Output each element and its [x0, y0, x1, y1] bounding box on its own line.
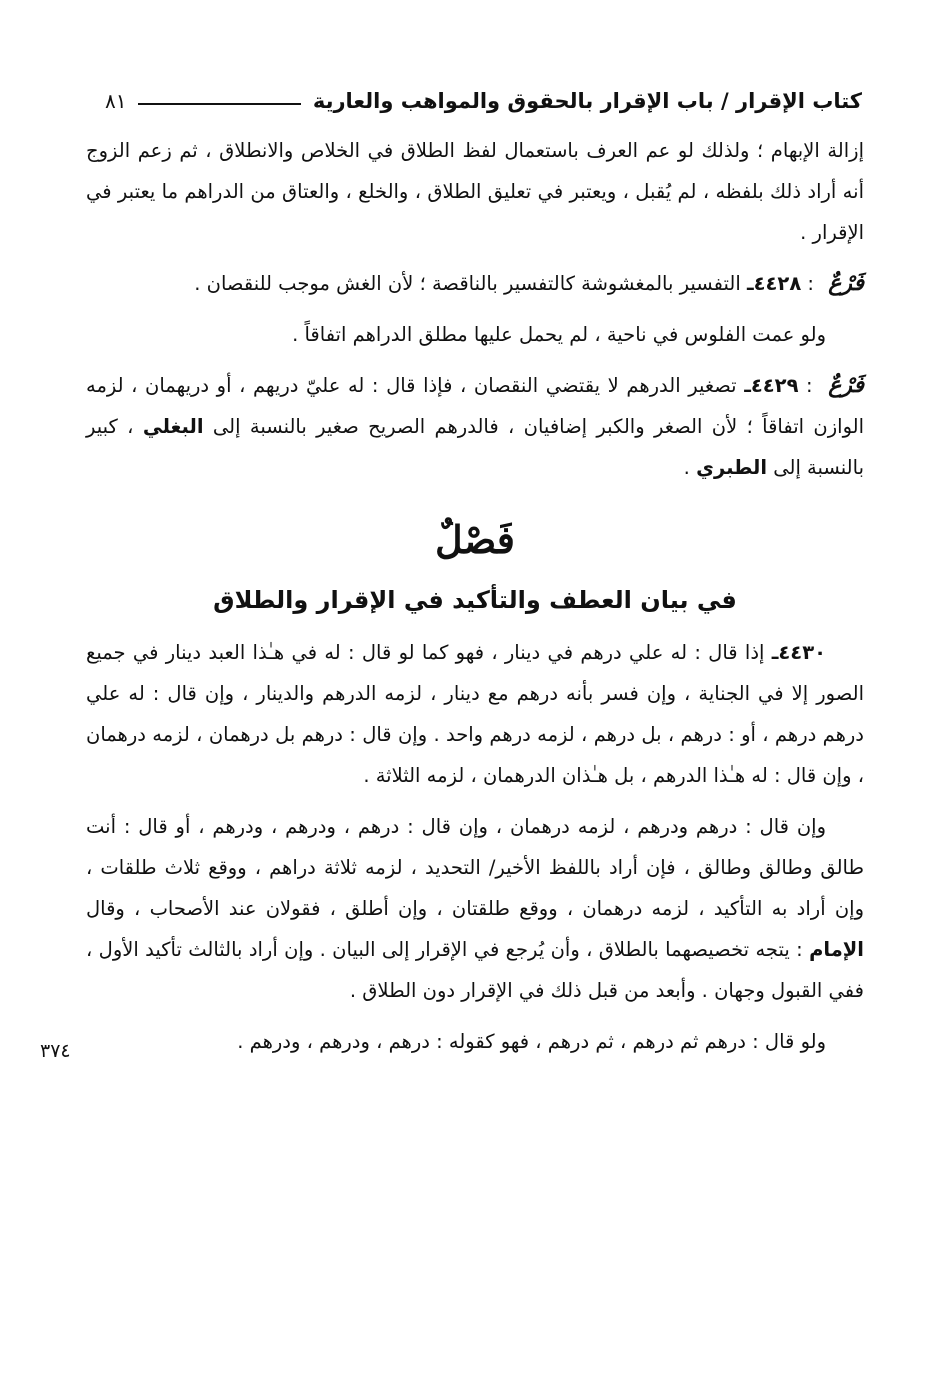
- issue-number: ٤٤٢٩ـ: [744, 374, 799, 397]
- far-text: تصغير الدرهم لا يقتضي النقصان ، فإذا قال : له عليّ دريهم ، أو دريهمان ، لزمه الوازن اتفاقاً ؛ لأن الصغر والكبر إضافيان ، فالدرهم الصريح صغير بالنسبة إلى: [86, 374, 865, 438]
- bold-term-imam: الإمام: [809, 938, 864, 961]
- colon-sep: :: [807, 272, 814, 295]
- page-body: [86, 130, 864, 1062]
- far-label: فَرْعٌ: [828, 372, 864, 398]
- paragraph-text: إذا قال : له علي درهم في دينار ، فهو كما لو قال : له في هـٰذا العبد دينار في جميع الصور إلا في الجناية ، وإن فسر بأنه درهم مع دينار ، لزمه الدرهم والدينار ، وإن قال : له علي درهم درهم ، أو : درهم ، بل درهم ، لزمه درهم واحد . وإن قال : درهم بل درهمان ، لزمه درهمان ، وإن قال : له هـٰذا الدرهم ، بل هـٰذان الدرهمان ، لزمه الثلاثة .: [86, 641, 864, 787]
- paragraph-text-cont: : يتجه تخصيصهما بالطلاق ، وأن يُرجع في الإقرار إلى البيان . وإن أراد بالثالث تأكيد الأول ، ففي القبول وجهان . وأبعد من قبل ذلك في الإقرار دون الطلاق .: [86, 938, 864, 1002]
- header-rule: [138, 103, 300, 105]
- bold-term-tabari: الطبري: [696, 456, 768, 479]
- running-header: [105, 84, 862, 118]
- paragraph-4430: [86, 632, 864, 796]
- issue-number: ٤٤٢٨ـ: [746, 272, 802, 295]
- paragraph-5: ولو قال : درهم ثم درهم ، ثم درهم ، فهو كقوله : درهم ، ودرهم ، ودرهم .: [237, 1030, 826, 1053]
- colon-sep: :: [806, 374, 813, 397]
- header-title: كتاب الإقرار / باب الإقرار بالحقوق والمواهب والعارية: [312, 89, 862, 113]
- far-text-end: .: [683, 456, 690, 479]
- section-ornament: [86, 512, 864, 568]
- bold-term-baghli: البغلي: [142, 415, 204, 438]
- paragraph-4: [86, 806, 864, 1011]
- far-4428: [86, 263, 864, 304]
- far-label: فَرْعٌ: [828, 270, 864, 296]
- far-text-mid: ، كبير بالنسبة إلى: [86, 415, 864, 479]
- fasl-calligraphy: فَصْلٌ: [435, 517, 515, 562]
- far-4429: [86, 365, 864, 488]
- paragraph-1: إزالة الإبهام ؛ ولذلك لو عم العرف باستعمال لفظ الطلاق في الخلاص والانطلاق ، ثم زعم الزوج أنه أراد ذلك بلفظه ، لم يُقبل ، ويعتبر في تعليق الطلاق ، والخلع ، والعتاق من الدراهم ما يعتبر في الإقرار .: [86, 139, 864, 244]
- issue-number: ٤٤٣٠ـ: [771, 641, 826, 664]
- margin-page-reference: ٣٧٤: [40, 1040, 71, 1062]
- far-text: التفسير بالمغشوشة كالتفسير بالناقصة ؛ لأن الغش موجب للنقصان .: [194, 272, 741, 295]
- page-number: ٨١: [105, 89, 127, 113]
- paragraph-2: ولو عمت الفلوس في ناحية ، لم يحمل عليها مطلق الدراهم اتفاقاً .: [292, 323, 826, 346]
- paragraph-text: وإن قال : درهم ودرهم ، لزمه درهمان ، وإن قال : درهم ، ودرهم ، ودرهم ، أو قال : أنت طالق وطالق وطالق ، فإن أراد باللفظ الأخير/ التحديد ، لزمه ثلاثة دراهم ، ووقع ثلاث طلقات ، وإن أراد به التأكيد ، لزمه درهمان ، ووقع طلقتان ، وإن أطلق ، فقولان عند الأصحاب ، وقال: [86, 815, 864, 920]
- section-title: في بيان العطف والتأكيد في الإقرار والطلاق: [213, 586, 737, 614]
